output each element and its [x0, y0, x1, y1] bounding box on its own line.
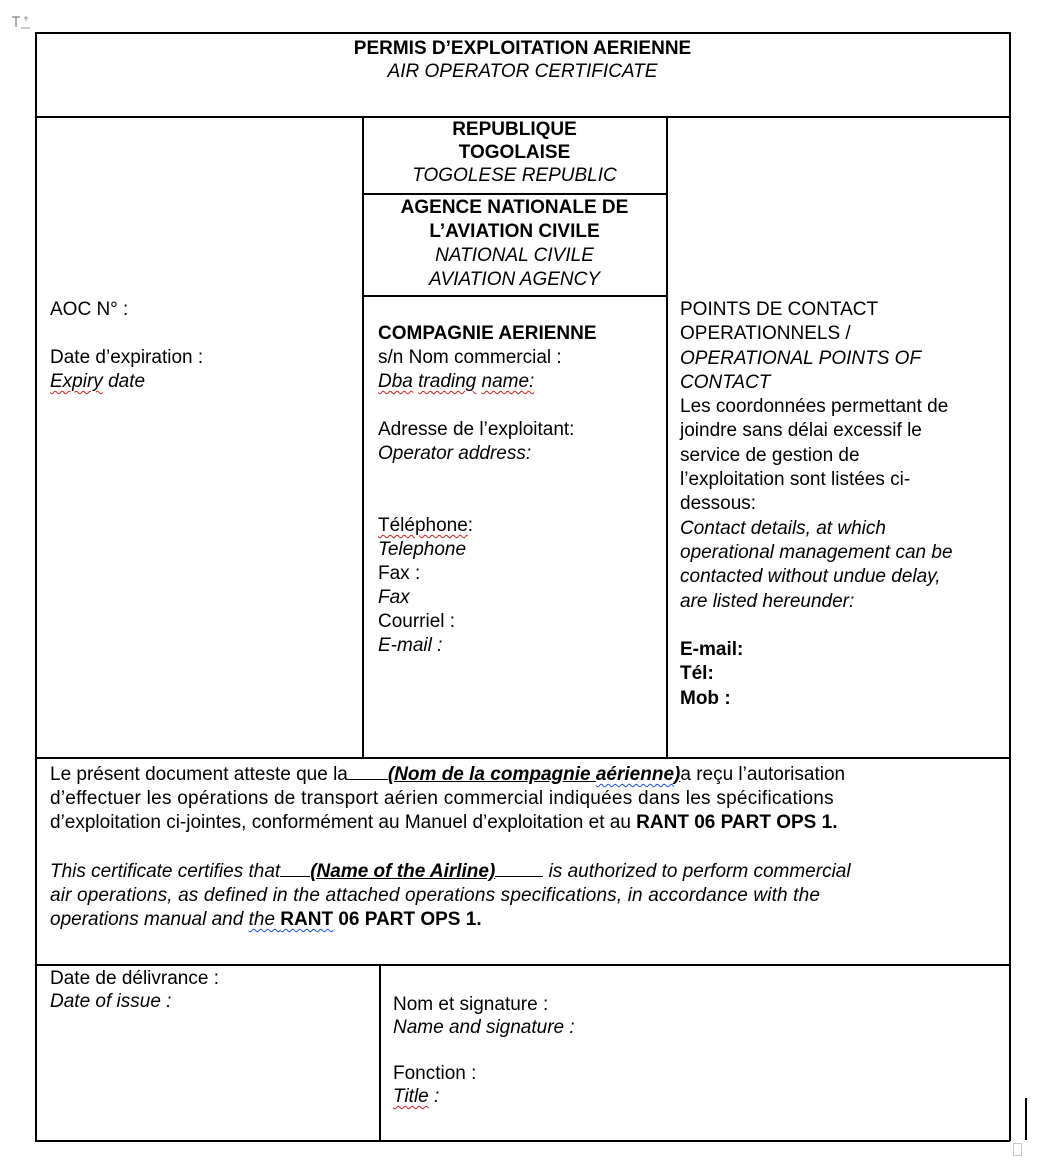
expiry-label-en: Expiry date — [50, 371, 146, 392]
aoc-number-label: AOC N° : — [50, 299, 129, 320]
poc-en-2: CONTACT — [680, 371, 771, 393]
contact-tel: Tél: — [680, 663, 714, 685]
statement-block — [50, 762, 1000, 932]
operator-info — [378, 322, 663, 658]
email-fr: Courriel : — [378, 611, 456, 632]
contact-points — [680, 298, 1006, 711]
desc-fr-4: l’exploitation sont listées ci- — [680, 469, 911, 491]
agency-fr-1: AGENCE NATIONALE DE — [400, 197, 629, 218]
email-en: E-mail : — [378, 635, 443, 656]
phone-fr: Téléphone: — [378, 515, 474, 536]
contact-email: E-mail: — [680, 639, 744, 661]
statement-en-line1: This certificate certifies that (Name of the Airline) is authorized to perform commercial — [50, 861, 851, 882]
statement-fr-line3: d’exploitation ci-jointes, conformément au Manuel d’exploitation et au RANT 06 PART OPS 1. — [50, 812, 838, 833]
address-en: Operator address: — [378, 443, 532, 464]
desc-en-2: operational management can be — [680, 541, 953, 563]
signature-fr: Nom et signature : — [393, 994, 549, 1015]
expiry-label-fr: Date d’expiration : — [50, 347, 204, 368]
poc-fr-2: OPERATIONNELS / — [680, 323, 851, 345]
fax-en: Fax — [378, 587, 410, 608]
issue-date-en: Date of issue : — [50, 991, 172, 1012]
agency-fr-2: L’AVIATION CIVILE — [429, 221, 600, 242]
desc-en-4: are listed hereunder: — [680, 590, 855, 612]
address-fr: Adresse de l’exploitant: — [378, 419, 575, 440]
agency-en-1: NATIONAL CIVILE — [435, 245, 594, 266]
end-of-row-marker — [1013, 1143, 1022, 1156]
agency-block — [363, 196, 666, 292]
function-fr: Fonction : — [393, 1063, 477, 1084]
statement-fr-line2: d’effectuer les opérations de transport aérien commercial indiquées dans les spécifications — [50, 788, 834, 809]
poc-en-1: OPERATIONAL POINTS OF — [680, 347, 922, 369]
country-fr-2: TOGOLAISE — [458, 142, 571, 163]
desc-fr-5: dessous: — [680, 493, 757, 515]
signature-en: Name and signature : — [393, 1017, 575, 1038]
company-label: COMPAGNIE AERIENNE — [378, 323, 597, 344]
desc-en-1: Contact details, at which — [680, 517, 886, 539]
title-en: AIR OPERATOR CERTIFICATE — [387, 61, 658, 82]
trading-name-en: Dba trading name: — [378, 371, 535, 392]
fax-fr: Fax : — [378, 563, 421, 584]
aoc-info — [50, 298, 350, 394]
agency-en-2: AVIATION AGENCY — [428, 269, 601, 290]
phone-en: Telephone — [378, 539, 467, 560]
certificate-title — [36, 37, 1009, 83]
contact-mob: Mob : — [680, 687, 731, 709]
text-cursor-icon — [1025, 1098, 1027, 1140]
desc-fr-1: Les coordonnées permettant de — [680, 396, 949, 418]
table-move-handle[interactable] — [10, 13, 30, 27]
statement-en-line3: operations manual and the RANT 06 PART OPS 1. — [50, 909, 482, 930]
desc-fr-2: joindre sans délai excessif le — [680, 420, 922, 442]
function-en: Title : — [393, 1086, 440, 1107]
state-block — [363, 118, 666, 187]
move-handle-icon — [10, 15, 30, 29]
issue-date-fr: Date de délivrance : — [50, 968, 219, 989]
title-fr: PERMIS D’EXPLOITATION AERIENNE — [353, 38, 692, 59]
issue-date-block — [50, 967, 370, 1013]
statement-fr-line1: Le présent document atteste que la (Nom de la compagnie aérienne)a reçu l’autorisation — [50, 764, 846, 785]
country-fr-1: REPUBLIQUE — [452, 119, 577, 140]
poc-fr-1: POINTS DE CONTACT — [680, 299, 879, 320]
trading-name-fr: s/n Nom commercial : — [378, 347, 562, 368]
statement-en-line2: air operations, as defined in the attached operations specifications, in accordance with the — [50, 885, 821, 906]
desc-en-3: contacted without undue delay, — [680, 566, 941, 588]
desc-fr-3: service de gestion de — [680, 444, 860, 466]
country-en: TOGOLESE REPUBLIC — [412, 165, 617, 186]
signature-block — [393, 993, 993, 1108]
